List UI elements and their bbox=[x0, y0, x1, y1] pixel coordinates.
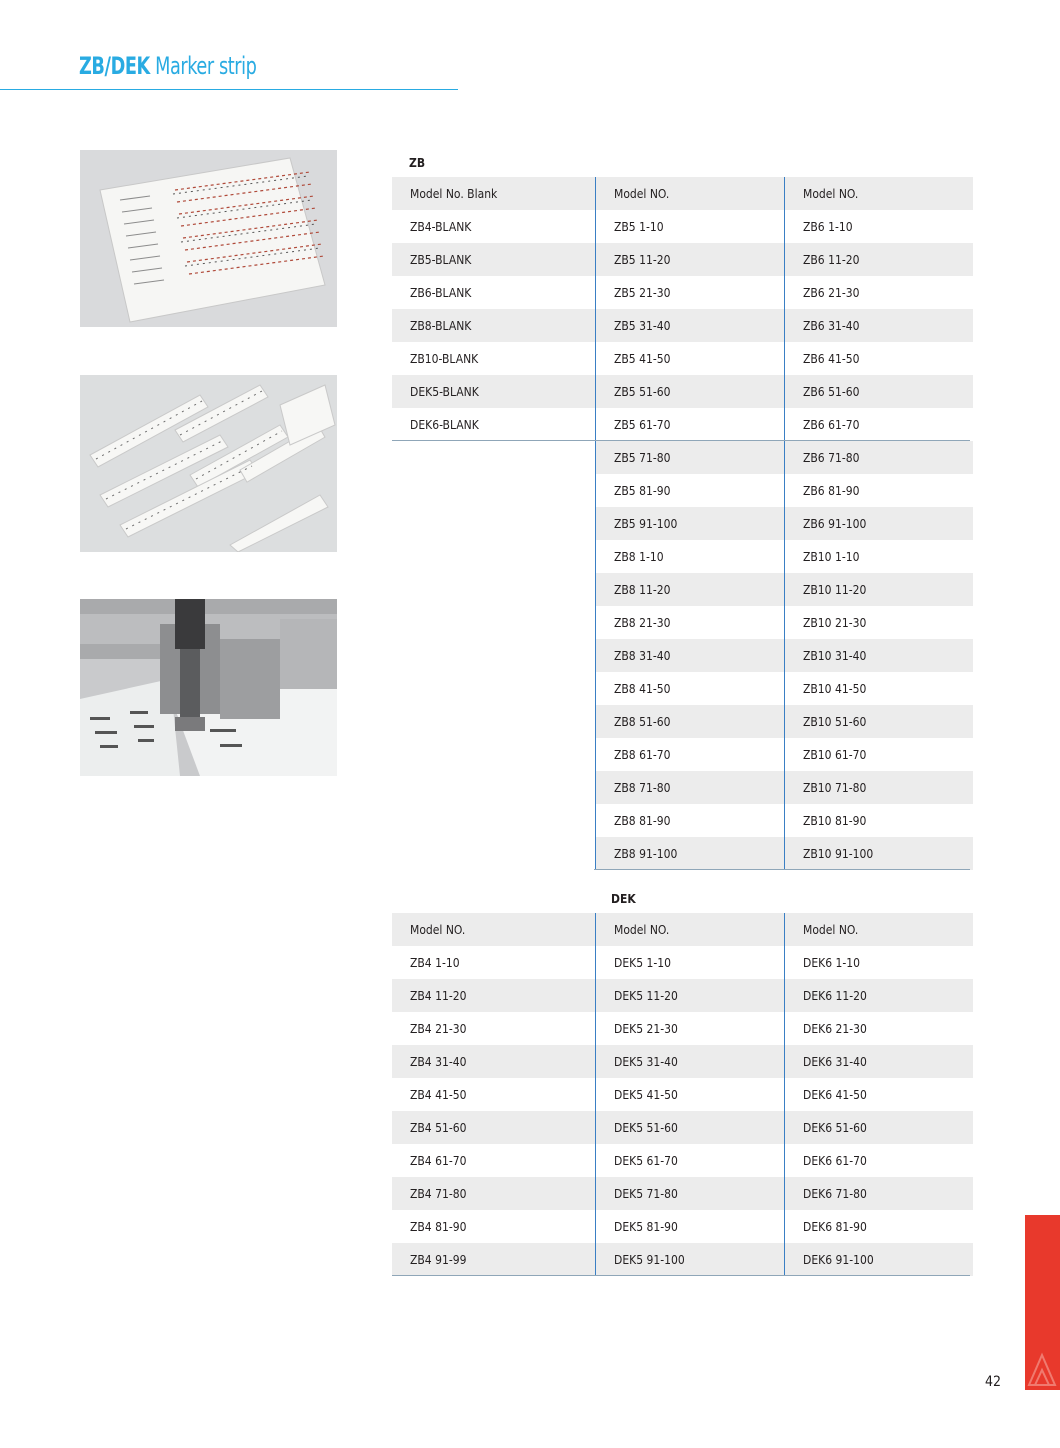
table-cell bbox=[392, 738, 596, 771]
table-cell: DEK5 1-10 bbox=[596, 946, 785, 979]
table-cell: ZB6 91-100 bbox=[785, 507, 974, 540]
table-cell: DEK6-BLANK bbox=[410, 417, 479, 432]
table-cell: ZB5-BLANK bbox=[392, 243, 596, 276]
table-row bbox=[392, 639, 973, 672]
table-row bbox=[392, 705, 973, 738]
table-cell: DEK6 81-90 bbox=[785, 1210, 974, 1243]
dek-section-label: DEK bbox=[611, 892, 636, 906]
table-row bbox=[392, 771, 973, 804]
table-cell: DEK5 41-50 bbox=[596, 1078, 785, 1111]
table-row bbox=[392, 1045, 973, 1078]
table-cell: ZB10-BLANK bbox=[410, 351, 479, 366]
table-cell: ZB5 1-10 bbox=[596, 210, 785, 243]
table-row bbox=[392, 837, 973, 870]
table-cell: ZB4-BLANK bbox=[410, 219, 472, 234]
table-cell: ZB10 91-100 bbox=[785, 837, 974, 870]
table-cell: ZB6 31-40 bbox=[785, 309, 974, 342]
table-cell: ZB10 1-10 bbox=[785, 540, 974, 573]
table-cell: ZB5 91-100 bbox=[596, 507, 785, 540]
table-cell: DEK6 41-50 bbox=[785, 1078, 974, 1111]
table-row bbox=[392, 738, 973, 771]
table-cell: ZB5 11-20 bbox=[596, 243, 785, 276]
table-cell bbox=[392, 639, 596, 672]
table-header-row bbox=[392, 913, 973, 946]
table-cell: DEK5 61-70 bbox=[596, 1144, 785, 1177]
table-row bbox=[392, 606, 973, 639]
table-cell: ZB10 81-90 bbox=[785, 804, 974, 837]
table-row bbox=[392, 342, 973, 375]
page-accent-bar bbox=[1025, 1215, 1060, 1390]
table-cell: ZB10 21-30 bbox=[785, 606, 974, 639]
table-cell: DEK6 11-20 bbox=[785, 979, 974, 1012]
table-row bbox=[392, 375, 973, 408]
table-cell bbox=[392, 771, 596, 804]
table-cell: ZB5 71-80 bbox=[596, 441, 785, 474]
table-row bbox=[392, 804, 973, 837]
table-cell bbox=[392, 804, 596, 837]
marker-sheet-photo bbox=[80, 150, 337, 327]
dek-bottom-line bbox=[392, 1275, 970, 1276]
table-cell bbox=[392, 672, 596, 705]
table-cell: ZB5 31-40 bbox=[596, 309, 785, 342]
marking-machine-photo bbox=[80, 599, 337, 776]
table-row bbox=[392, 979, 973, 1012]
table-cell: ZB8 41-50 bbox=[596, 672, 785, 705]
table-row bbox=[392, 1210, 973, 1243]
page-title-bold: ZB/DEK bbox=[79, 52, 150, 80]
table-cell: ZB8 21-30 bbox=[596, 606, 785, 639]
table-cell: ZB8 61-70 bbox=[596, 738, 785, 771]
table-cell: DEK6 21-30 bbox=[785, 1012, 974, 1045]
table-cell: ZB6 61-70 bbox=[785, 408, 974, 441]
table-row bbox=[392, 243, 973, 276]
table-cell: DEK6 31-40 bbox=[785, 1045, 974, 1078]
table-cell: ZB8 51-60 bbox=[596, 705, 785, 738]
marker-strips-photo bbox=[80, 375, 337, 552]
table-cell: ZB4 71-80 bbox=[392, 1177, 596, 1210]
table-cell: DEK6 1-10 bbox=[785, 946, 974, 979]
dek-table bbox=[392, 913, 973, 1276]
table-cell: DEK5 71-80 bbox=[596, 1177, 785, 1210]
zb-table bbox=[392, 177, 973, 870]
table-header-cell: Model No. Blank bbox=[392, 177, 596, 210]
table-cell bbox=[392, 705, 596, 738]
table-header-cell: Model NO. bbox=[785, 177, 974, 210]
table-row bbox=[392, 408, 973, 441]
table-header-row bbox=[392, 177, 973, 210]
table-cell: ZB10 51-60 bbox=[785, 705, 974, 738]
table-cell: ZB5 21-30 bbox=[596, 276, 785, 309]
table-header-cell: Model NO. bbox=[596, 177, 785, 210]
table-cell bbox=[392, 837, 596, 870]
page-number: 42 bbox=[985, 1374, 1002, 1390]
table-cell: ZB8 91-100 bbox=[596, 837, 785, 870]
table-header-cell: Model NO. bbox=[596, 913, 785, 946]
table-row bbox=[392, 540, 973, 573]
table-cell: ZB4 1-10 bbox=[410, 955, 460, 970]
table-cell: ZB6 41-50 bbox=[785, 342, 974, 375]
table-header-cell: Model NO. bbox=[785, 913, 974, 946]
table-cell: ZB8 11-20 bbox=[596, 573, 785, 606]
table-cell: DEK6 51-60 bbox=[785, 1111, 974, 1144]
zb-section-label: ZB bbox=[409, 156, 426, 170]
title-underline bbox=[0, 89, 458, 90]
table-cell: ZB5 41-50 bbox=[596, 342, 785, 375]
table-row bbox=[392, 1012, 973, 1045]
page-title bbox=[79, 52, 257, 80]
table-cell: ZB8-BLANK bbox=[392, 309, 596, 342]
table-cell: ZB4 41-50 bbox=[410, 1087, 467, 1102]
page-title-rest: Marker strip bbox=[149, 52, 257, 80]
table-cell: ZB4 51-60 bbox=[392, 1111, 596, 1144]
table-cell: ZB8 1-10 bbox=[596, 540, 785, 573]
table-row bbox=[392, 1078, 973, 1111]
table-row bbox=[392, 1177, 973, 1210]
table-row bbox=[392, 276, 973, 309]
table-cell: ZB6 1-10 bbox=[785, 210, 974, 243]
table-cell: ZB5 51-60 bbox=[596, 375, 785, 408]
table-row bbox=[392, 1144, 973, 1177]
table-cell: DEK5 81-90 bbox=[596, 1210, 785, 1243]
table-cell: ZB6 81-90 bbox=[785, 474, 974, 507]
table-row bbox=[392, 309, 973, 342]
table-cell: ZB6 11-20 bbox=[785, 243, 974, 276]
table-row bbox=[392, 474, 973, 507]
table-cell bbox=[392, 474, 596, 507]
table-row bbox=[392, 1111, 973, 1144]
table-cell: DEK5 21-30 bbox=[596, 1012, 785, 1045]
table-row bbox=[392, 441, 973, 474]
table-cell: ZB4 11-20 bbox=[392, 979, 596, 1012]
table-cell: DEK5 31-40 bbox=[596, 1045, 785, 1078]
table-row bbox=[392, 507, 973, 540]
table-cell: ZB6 71-80 bbox=[785, 441, 974, 474]
table-cell: ZB4 21-30 bbox=[410, 1021, 467, 1036]
table-cell: DEK5 11-20 bbox=[596, 979, 785, 1012]
table-row bbox=[392, 1243, 973, 1276]
table-cell: ZB10 41-50 bbox=[785, 672, 974, 705]
zb-divider-line bbox=[392, 440, 970, 441]
table-cell: DEK6 91-100 bbox=[785, 1243, 974, 1276]
table-cell: DEK6 61-70 bbox=[785, 1144, 974, 1177]
table-cell: ZB10 31-40 bbox=[785, 639, 974, 672]
table-cell: ZB6 21-30 bbox=[785, 276, 974, 309]
table-cell: ZB5 61-70 bbox=[596, 408, 785, 441]
table-cell: DEK5-BLANK bbox=[392, 375, 596, 408]
table-cell: ZB8 31-40 bbox=[596, 639, 785, 672]
table-cell bbox=[392, 540, 596, 573]
table-cell: DEK5 51-60 bbox=[596, 1111, 785, 1144]
table-cell: ZB4 91-99 bbox=[392, 1243, 596, 1276]
table-cell: ZB10 61-70 bbox=[785, 738, 974, 771]
table-row bbox=[392, 946, 973, 979]
table-cell: DEK5 91-100 bbox=[596, 1243, 785, 1276]
table-cell bbox=[392, 507, 596, 540]
table-cell: ZB4 61-70 bbox=[410, 1153, 467, 1168]
table-cell: ZB8 81-90 bbox=[596, 804, 785, 837]
table-cell: ZB8 71-80 bbox=[596, 771, 785, 804]
table-cell: ZB6-BLANK bbox=[410, 285, 472, 300]
table-cell bbox=[392, 606, 596, 639]
table-cell: ZB6 51-60 bbox=[785, 375, 974, 408]
table-cell: ZB10 11-20 bbox=[785, 573, 974, 606]
table-row bbox=[392, 210, 973, 243]
table-cell: ZB4 31-40 bbox=[392, 1045, 596, 1078]
table-cell: ZB5 81-90 bbox=[596, 474, 785, 507]
table-cell bbox=[392, 441, 596, 474]
table-row bbox=[392, 573, 973, 606]
table-cell bbox=[392, 573, 596, 606]
zb-bottom-line bbox=[594, 869, 970, 870]
table-cell: ZB4 81-90 bbox=[410, 1219, 467, 1234]
table-row bbox=[392, 672, 973, 705]
table-header-cell: Model NO. bbox=[392, 913, 596, 946]
table-cell: DEK6 71-80 bbox=[785, 1177, 974, 1210]
table-cell: ZB10 71-80 bbox=[785, 771, 974, 804]
